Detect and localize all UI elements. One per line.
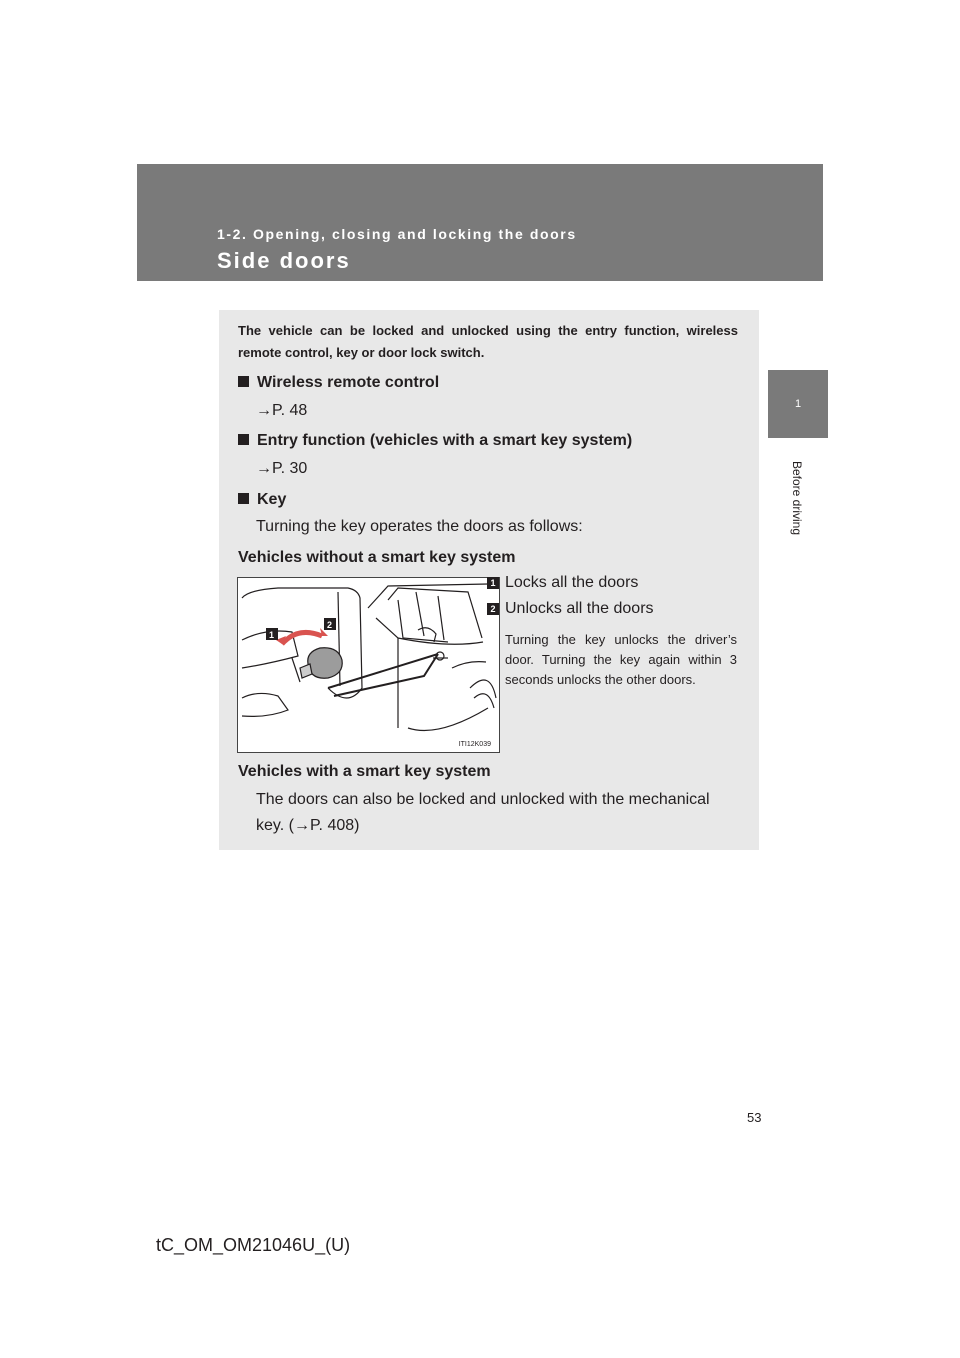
arrow-icon: →	[256, 402, 272, 419]
arrow-icon: →	[293, 817, 310, 834]
subheading-no-smart-key: Vehicles without a smart key system	[238, 549, 516, 566]
heading-entry-function: Entry function (vehicles with a smart key system)	[238, 432, 632, 450]
page-number: 53	[747, 1110, 762, 1125]
section-title: 1-2. Opening, closing and locking the doors	[217, 226, 577, 242]
header-band	[137, 164, 823, 281]
chapter-label: Before driving	[790, 460, 804, 536]
door-key-illustration	[237, 577, 500, 753]
square-bullet-icon	[238, 434, 249, 445]
chapter-tab-number: 1	[794, 398, 802, 410]
car-door-key-drawing	[238, 578, 499, 752]
intro-text: The vehicle can be locked and unlocked using the entry function, wireless remote control, key or door lock switch.	[238, 323, 738, 360]
smart-key-description: The doors can also be locked and unlocked with the mechanical key. (→P. 408)	[256, 791, 710, 834]
number-badge-icon: 2	[487, 603, 499, 615]
square-bullet-icon	[238, 376, 249, 387]
svg-text:2: 2	[327, 620, 333, 630]
page-title: Side doors	[217, 248, 351, 273]
legend-item-lock: 1 Locks all the doors	[487, 574, 638, 592]
heading-wireless-remote: Wireless remote control	[238, 374, 439, 392]
square-bullet-icon	[238, 493, 249, 504]
subheading-smart-key: Vehicles with a smart key system	[238, 763, 491, 780]
number-badge-icon: 1	[487, 577, 499, 589]
unlock-note: Turning the key unlocks the driver’s door. Turning the key again within 3 seconds unlocks the other doors.	[505, 632, 737, 687]
arrow-icon: →	[256, 460, 272, 477]
reference-link-mechanical-key[interactable]: →P. 408	[293, 817, 355, 834]
figure-id: ITI12K039	[458, 741, 491, 748]
key-description: Turning the key operates the doors as follows:	[256, 518, 583, 535]
document-code: tC_OM_OM21046U_(U)	[156, 1235, 351, 1255]
reference-link-entry-function[interactable]: →P. 30	[256, 460, 308, 477]
heading-key: Key	[238, 491, 286, 509]
legend-item-unlock: 2 Unlocks all the doors	[487, 600, 654, 618]
content-box	[219, 310, 759, 850]
reference-link-wireless-remote[interactable]: →P. 48	[256, 402, 308, 419]
svg-text:1: 1	[269, 630, 275, 640]
